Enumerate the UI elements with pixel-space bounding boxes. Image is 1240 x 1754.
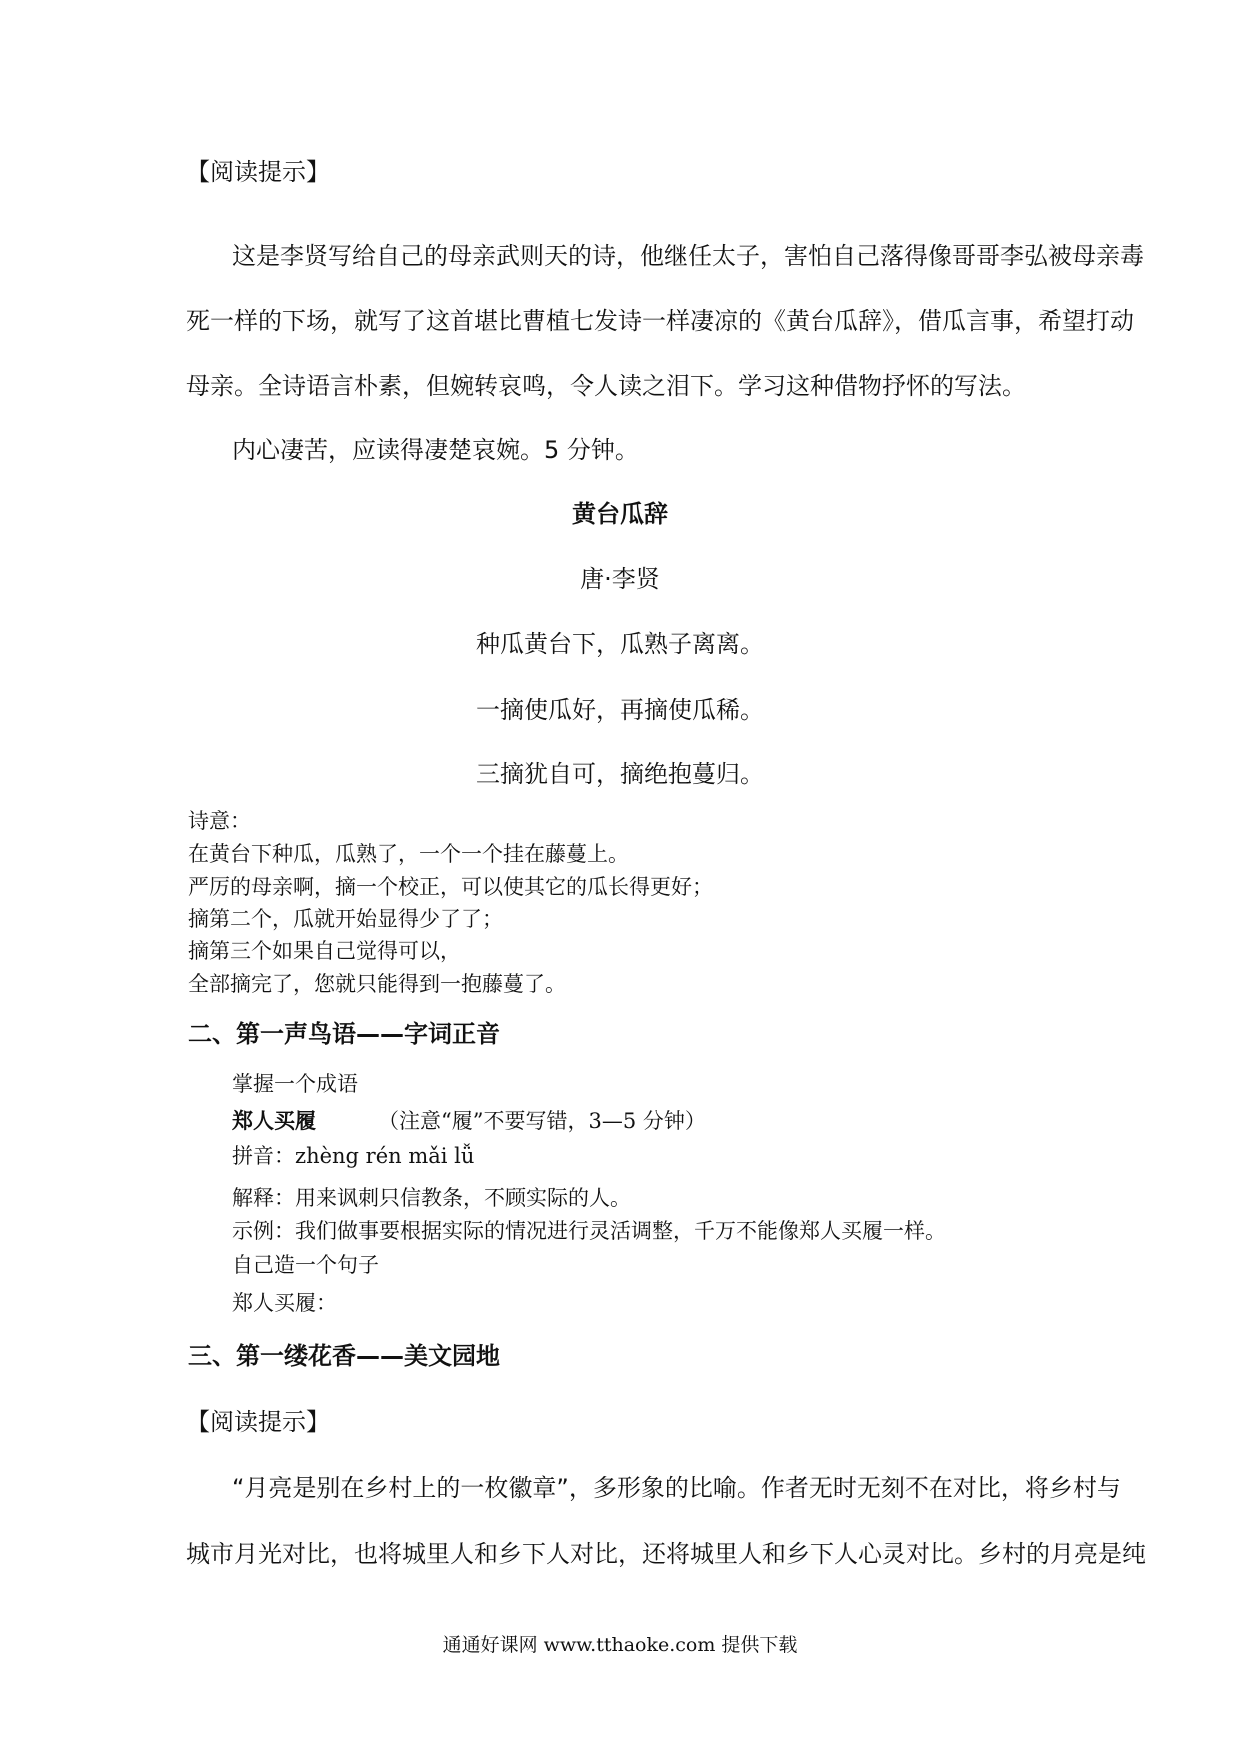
paragraph-line: 这是李贤写给自己的母亲武则天的诗，他继任太子，害怕自己落得像哥哥李弘被母亲毒 <box>232 242 1144 270</box>
idiom-title: 郑人买履 <box>232 1109 316 1133</box>
section-heading: 二、第一声鸟语——字词正音 <box>188 1020 500 1048</box>
paragraph-line: 死一样的下场，就写了这首堪比曹植七发诗一样凄凉的《黄台瓜辞》，借瓜言事，希望打动 <box>186 307 1134 335</box>
meaning-line: 摘第二个，瓜就开始显得少了了； <box>188 907 503 931</box>
make-sentence-prompt: 自己造一个句子 <box>232 1253 379 1277</box>
page-footer: 通通好课网 www.tthaoke.com 提供下载 <box>442 1634 798 1656</box>
paragraph-line: “月亮是别在乡村上的一枚徽章”，多形象的比喻。作者无时无刻不在对比，将乡村与 <box>232 1474 1121 1502</box>
idiom-explanation: 解释：用来讽刺只信教条，不顾实际的人。 <box>232 1186 631 1210</box>
poem-line: 三摘犹自可，摘绝抱蔓归。 <box>476 760 764 788</box>
idiom-pinyin: 拼音：zhèng rén mǎi lǚ <box>232 1144 475 1168</box>
meaning-line: 全部摘完了，您就只能得到一抱藤蔓了。 <box>188 972 566 996</box>
idiom-example: 示例：我们做事要根据实际的情况进行灵活调整，千万不能像郑人买履一样。 <box>232 1219 946 1243</box>
poem-line: 种瓜黄台下，瓜熟子离离。 <box>476 630 764 658</box>
paragraph-line: 城市月光对比，也将城里人和乡下人对比，还将城里人和乡下人心灵对比。乡村的月亮是纯 <box>186 1540 1146 1568</box>
meaning-line: 严厉的母亲啊，摘一个校正，可以使其它的瓜长得更好； <box>188 875 713 899</box>
reading-tip-heading: 【阅读提示】 <box>186 158 330 186</box>
idiom-note: （注意“履”不要写错，3—5 分钟） <box>378 1109 706 1133</box>
meaning-label: 诗意： <box>188 809 251 833</box>
section-heading: 三、第一缕花香——美文园地 <box>188 1342 500 1370</box>
meaning-line: 摘第三个如果自己觉得可以， <box>188 939 461 963</box>
meaning-line: 在黄台下种瓜，瓜熟了，一个一个挂在藤蔓上。 <box>188 842 629 866</box>
reading-tip-heading: 【阅读提示】 <box>186 1408 330 1436</box>
idiom-intro: 掌握一个成语 <box>232 1072 358 1096</box>
reading-instruction: 内心凄苦，应读得凄楚哀婉。5 分钟。 <box>232 436 639 464</box>
poem-title: 黄台瓜辞 <box>572 500 668 528</box>
poem-line: 一摘使瓜好，再摘使瓜稀。 <box>476 696 764 724</box>
paragraph-line: 母亲。全诗语言朴素，但婉转哀鸣，令人读之泪下。学习这种借物抒怀的写法。 <box>186 372 1026 400</box>
poem-author: 唐·李贤 <box>580 565 660 593</box>
sentence-prompt-label: 郑人买履： <box>232 1291 337 1315</box>
